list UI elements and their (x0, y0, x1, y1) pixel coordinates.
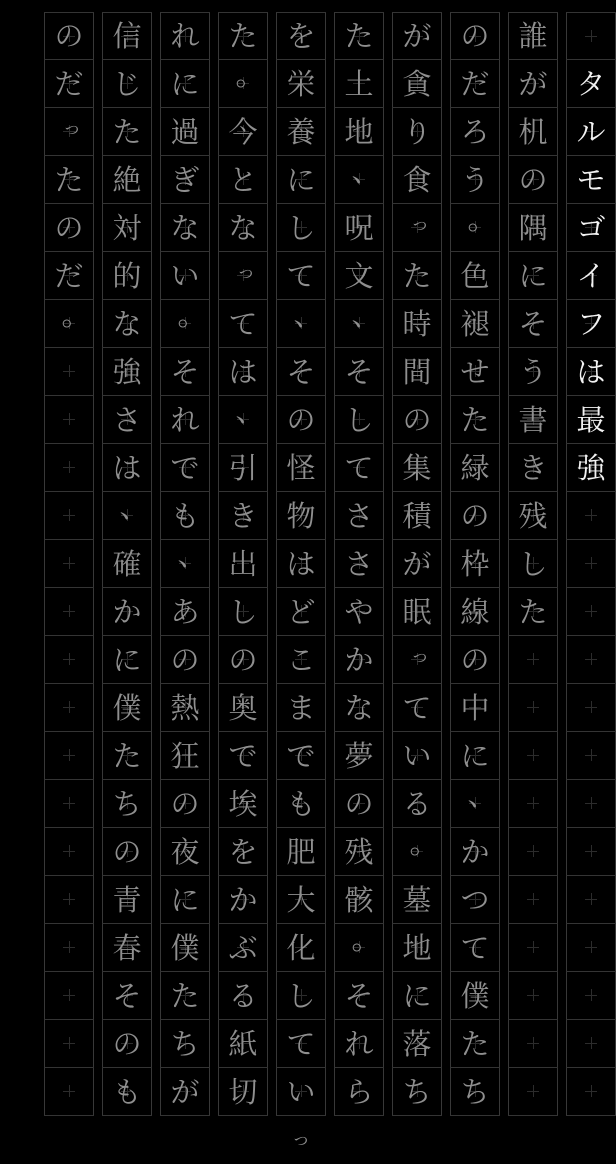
manuscript-character: 線 (460, 595, 490, 629)
manuscript-character: た (54, 163, 84, 197)
grid-cell (44, 828, 94, 876)
manuscript-character: 、 (119, 490, 149, 524)
manuscript-character: 夜 (170, 835, 200, 869)
grid-cell (44, 1020, 94, 1068)
manuscript-character: 集 (402, 451, 432, 485)
manuscript-character: た (228, 19, 258, 53)
manuscript-character: が (170, 1075, 200, 1109)
manuscript-character: 呪 (344, 211, 374, 245)
manuscript-character: 、 (293, 298, 323, 332)
manuscript-character: で (286, 739, 316, 773)
manuscript-character: 骸 (344, 883, 374, 917)
manuscript-character: 過 (170, 115, 200, 149)
manuscript-character: 積 (402, 499, 432, 533)
grid-cell (508, 876, 558, 924)
manuscript-character: う (518, 355, 548, 389)
manuscript-character: た (344, 19, 374, 53)
manuscript-character: 食 (402, 163, 432, 197)
manuscript-character: 絶 (112, 163, 142, 197)
grid-cell (566, 876, 616, 924)
manuscript-character: 強 (576, 451, 606, 485)
grid-cell (566, 12, 616, 60)
manuscript-character: 僕 (170, 931, 200, 965)
grid-cell (508, 636, 558, 684)
manuscript-character: 色 (460, 259, 490, 293)
manuscript-character: あ (170, 595, 200, 629)
manuscript-character: 。 (177, 298, 207, 332)
manuscript-character: 僕 (112, 691, 142, 725)
manuscript-character: ろ (460, 115, 490, 149)
manuscript-character: 誰 (518, 19, 548, 53)
overflow-character: っ (291, 1128, 311, 1150)
manuscript-character: そ (170, 355, 200, 389)
manuscript-character: 土 (344, 67, 374, 101)
manuscript-character: こ (286, 643, 316, 677)
manuscript-character: っ (410, 645, 430, 667)
manuscript-character: ち (170, 1027, 200, 1061)
manuscript-character: 、 (351, 298, 381, 332)
manuscript-character: も (286, 787, 316, 821)
manuscript-character: 信 (112, 19, 142, 53)
manuscript-character: が (402, 547, 432, 581)
grid-cell (44, 972, 94, 1020)
manuscript-character: 隅 (518, 211, 548, 245)
grid-cell (566, 540, 616, 588)
manuscript-character: に (286, 163, 316, 197)
manuscript-character: ぎ (170, 163, 200, 197)
manuscript-character: 枠 (460, 547, 490, 581)
grid-cell (44, 684, 94, 732)
manuscript-character: だ (54, 67, 84, 101)
manuscript-character: の (54, 211, 84, 245)
manuscript-character: 出 (228, 547, 258, 581)
grid-cell (508, 732, 558, 780)
manuscript-character: 書 (518, 403, 548, 437)
manuscript-character: だ (54, 259, 84, 293)
manuscript-character: て (402, 691, 432, 725)
manuscript-character: 墓 (402, 883, 432, 917)
manuscript-character: の (170, 643, 200, 677)
manuscript-character: し (286, 211, 316, 245)
grid-cell (566, 588, 616, 636)
manuscript-character: 、 (467, 778, 497, 812)
manuscript-character: 地 (344, 115, 374, 149)
manuscript-character: て (228, 307, 258, 341)
manuscript-character: 、 (351, 154, 381, 188)
manuscript-character: 。 (467, 202, 497, 236)
grid-cell (44, 876, 94, 924)
manuscript-character: に (402, 979, 432, 1013)
manuscript-character: そ (518, 307, 548, 341)
manuscript-character: 物 (286, 499, 316, 533)
manuscript-character: 残 (518, 499, 548, 533)
manuscript-character: い (286, 1075, 316, 1109)
grid-cell (508, 972, 558, 1020)
grid-cell (44, 396, 94, 444)
grid-cell (44, 732, 94, 780)
manuscript-character: 眠 (402, 595, 432, 629)
manuscript-character: れ (170, 403, 200, 437)
manuscript-character: 怪 (286, 451, 316, 485)
manuscript-character: に (518, 259, 548, 293)
manuscript-character: し (518, 547, 548, 581)
manuscript-character: 時 (402, 307, 432, 341)
grid-cell (44, 348, 94, 396)
manuscript-character: 机 (518, 115, 548, 149)
manuscript-character: そ (344, 979, 374, 1013)
manuscript-character: の (460, 643, 490, 677)
manuscript-character: 春 (112, 931, 142, 965)
manuscript-character: な (228, 211, 258, 245)
manuscript-character: が (402, 19, 432, 53)
manuscript-character: で (170, 451, 200, 485)
grid-cell (566, 780, 616, 828)
grid-cell (44, 1068, 94, 1116)
manuscript-character: の (344, 787, 374, 821)
manuscript-character: 肥 (286, 835, 316, 869)
grid-cell (44, 540, 94, 588)
manuscript-character: 化 (286, 931, 316, 965)
manuscript-character: 残 (344, 835, 374, 869)
manuscript-character: 。 (409, 826, 439, 860)
grid-cell (566, 972, 616, 1020)
manuscript-character: そ (344, 355, 374, 389)
manuscript-character: た (518, 595, 548, 629)
manuscript-character: 落 (402, 1027, 432, 1061)
manuscript-character: に (170, 67, 200, 101)
manuscript-character: の (54, 19, 84, 53)
manuscript-character: じ (112, 67, 142, 101)
manuscript-character: ち (460, 1075, 490, 1109)
grid-cell (44, 588, 94, 636)
grid-cell (508, 1020, 558, 1068)
manuscript-character: る (228, 979, 258, 1013)
manuscript-character: き (228, 499, 258, 533)
manuscript-character: 貪 (402, 67, 432, 101)
manuscript-character: ち (112, 787, 142, 821)
grid-cell (508, 828, 558, 876)
grid-cell (566, 732, 616, 780)
manuscript-character: 。 (351, 922, 381, 956)
manuscript-character: っ (236, 261, 256, 283)
grid-cell (508, 780, 558, 828)
manuscript-character: 奥 (228, 691, 258, 725)
manuscript-character: 、 (235, 394, 265, 428)
manuscript-character: た (460, 1027, 490, 1061)
manuscript-character: な (170, 211, 200, 245)
manuscript-character: 青 (112, 883, 142, 917)
manuscript-character: に (170, 883, 200, 917)
manuscript-character: 緑 (460, 451, 490, 485)
manuscript-character: さ (112, 403, 142, 437)
manuscript-character: ど (286, 595, 316, 629)
manuscript-character: を (286, 19, 316, 53)
grid-cell (508, 1068, 558, 1116)
manuscript-character: 。 (61, 298, 91, 332)
manuscript-character: ま (286, 691, 316, 725)
manuscript-character: れ (170, 19, 200, 53)
manuscript-character: う (460, 163, 490, 197)
manuscript-character: 文 (344, 259, 374, 293)
manuscript-grid (44, 12, 606, 1116)
manuscript-character: 強 (112, 355, 142, 389)
manuscript-character: そ (112, 979, 142, 1013)
manuscript-character: は (112, 451, 142, 485)
grid-cell (566, 828, 616, 876)
manuscript-character: イ (576, 259, 606, 293)
manuscript-character: な (344, 691, 374, 725)
manuscript-character: の (228, 643, 258, 677)
manuscript-character: 引 (228, 451, 258, 485)
manuscript-character: ル (576, 115, 606, 149)
manuscript-character: 、 (177, 538, 207, 572)
manuscript-character: り (402, 115, 432, 149)
manuscript-character: の (286, 403, 316, 437)
manuscript-character: 的 (112, 259, 142, 293)
manuscript-character: 中 (460, 691, 490, 725)
manuscript-character: の (518, 163, 548, 197)
grid-cell (566, 1020, 616, 1068)
manuscript-character: タ (576, 67, 606, 101)
manuscript-character: し (228, 595, 258, 629)
manuscript-character: か (112, 595, 142, 629)
manuscript-character: る (402, 787, 432, 821)
manuscript-character: 対 (112, 211, 142, 245)
manuscript-character: い (402, 739, 432, 773)
manuscript-character: せ (460, 355, 490, 389)
manuscript-character: が (518, 67, 548, 101)
manuscript-character: 間 (402, 355, 432, 389)
manuscript-character: 今 (228, 115, 258, 149)
manuscript-character: の (402, 403, 432, 437)
manuscript-character: だ (460, 67, 490, 101)
manuscript-character: て (286, 1027, 316, 1061)
grid-cell (44, 924, 94, 972)
manuscript-character: て (344, 451, 374, 485)
manuscript-character: 大 (286, 883, 316, 917)
manuscript-character: 栄 (286, 67, 316, 101)
grid-cell (44, 780, 94, 828)
manuscript-character: 。 (235, 58, 265, 92)
manuscript-character: つ (460, 883, 490, 917)
manuscript-character: 僕 (460, 979, 490, 1013)
manuscript-character: た (460, 403, 490, 437)
manuscript-character: さ (344, 499, 374, 533)
manuscript-character: っ (62, 117, 82, 139)
manuscript-character: も (112, 1075, 142, 1109)
manuscript-character: フ (576, 307, 606, 341)
manuscript-character: か (228, 883, 258, 917)
manuscript-character: ち (402, 1075, 432, 1109)
manuscript-character: し (344, 403, 374, 437)
manuscript-character: か (344, 643, 374, 677)
grid-cell (44, 444, 94, 492)
manuscript-character: を (228, 835, 258, 869)
manuscript-character: 狂 (170, 739, 200, 773)
manuscript-character: た (112, 739, 142, 773)
manuscript-character: モ (576, 163, 606, 197)
manuscript-character: た (112, 115, 142, 149)
manuscript-character: れ (344, 1027, 374, 1061)
manuscript-character: 最 (576, 403, 606, 437)
manuscript-character: や (344, 595, 374, 629)
manuscript-character: き (518, 451, 548, 485)
manuscript-character: 夢 (344, 739, 374, 773)
manuscript-character: は (228, 355, 258, 389)
manuscript-character: と (228, 163, 258, 197)
manuscript-character: か (460, 835, 490, 869)
manuscript-character: て (286, 259, 316, 293)
manuscript-character: そ (286, 355, 316, 389)
manuscript-character: い (170, 259, 200, 293)
manuscript-character: さ (344, 547, 374, 581)
manuscript-character: の (460, 19, 490, 53)
grid-cell (44, 636, 94, 684)
manuscript-character: の (170, 787, 200, 821)
manuscript-character: の (112, 1027, 142, 1061)
manuscript-character: ゴ (576, 211, 606, 245)
manuscript-character: に (460, 739, 490, 773)
manuscript-character: し (286, 979, 316, 1013)
manuscript-character: っ (410, 213, 430, 235)
grid-cell (508, 684, 558, 732)
manuscript-character: ぶ (228, 931, 258, 965)
manuscript-character: 養 (286, 115, 316, 149)
manuscript-character: た (402, 259, 432, 293)
grid-cell (566, 492, 616, 540)
manuscript-character: で (228, 739, 258, 773)
manuscript-character: は (286, 547, 316, 581)
grid-cell (566, 684, 616, 732)
grid-cell (566, 1068, 616, 1116)
grid-cell (566, 924, 616, 972)
manuscript-character: に (112, 643, 142, 677)
manuscript-character: 褪 (460, 307, 490, 341)
manuscript-character: も (170, 499, 200, 533)
manuscript-character: 埃 (228, 787, 258, 821)
grid-cell (566, 636, 616, 684)
manuscript-character: な (112, 307, 142, 341)
manuscript-character: 熱 (170, 691, 200, 725)
manuscript-character: 確 (112, 547, 142, 581)
manuscript-character: の (112, 835, 142, 869)
manuscript-character: は (576, 355, 606, 389)
manuscript-character: 紙 (228, 1027, 258, 1061)
manuscript-character: の (460, 499, 490, 533)
grid-cell (44, 492, 94, 540)
manuscript-character: た (170, 979, 200, 1013)
grid-cell (508, 924, 558, 972)
manuscript-character: 地 (402, 931, 432, 965)
manuscript-character: ら (344, 1075, 374, 1109)
manuscript-character: 切 (228, 1075, 258, 1109)
manuscript-character: て (460, 931, 490, 965)
